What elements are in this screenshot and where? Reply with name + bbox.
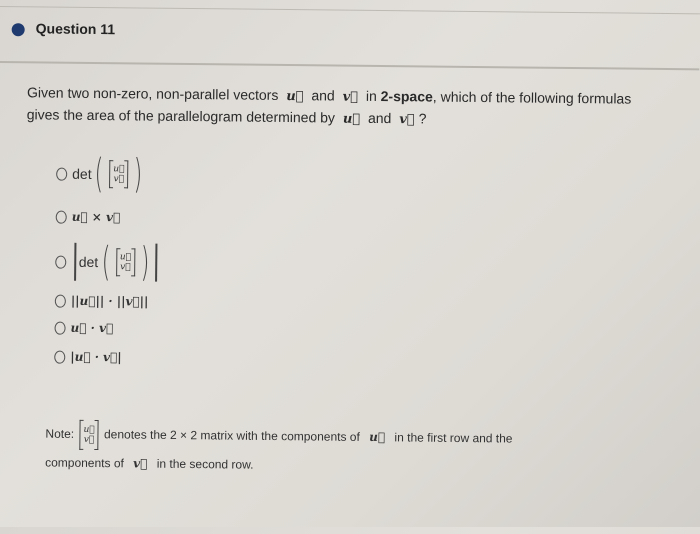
option-cross-text: u⃗ × v⃗: [71, 209, 121, 225]
note-matrix-v: v⃗: [83, 434, 95, 446]
prompt-space: 2-space: [380, 87, 433, 105]
abs-bar-right-icon: [155, 244, 157, 282]
radio-icon[interactable]: [55, 294, 66, 307]
note-text-2: in the first row and the: [394, 430, 513, 446]
question-prompt: [27, 82, 687, 133]
option-det-label: det: [72, 165, 92, 182]
note-matrix: [79, 420, 99, 450]
note-text-4: in the second row.: [156, 456, 254, 472]
option-abs-dot-text: |u⃗ · v⃗|: [70, 349, 122, 365]
option-abs-det-label: det: [78, 253, 99, 271]
status-dot-icon: [12, 23, 25, 36]
abs-bar-left-icon: [74, 243, 76, 281]
note-text-3: components of: [45, 455, 124, 471]
prompt-text-3: gives the area of the parallelogram determined by: [26, 106, 336, 126]
question-title: Question 11: [35, 20, 116, 38]
note-vector-u: u⃗: [369, 430, 386, 445]
matrix-uv-2: [116, 248, 135, 276]
option-cross-product[interactable]: [56, 210, 121, 225]
note-text-1: denotes the 2 × 2 matrix with the components of: [103, 427, 360, 444]
option-abs-dot[interactable]: [54, 350, 122, 365]
paren-open-icon: (: [94, 151, 104, 198]
prompt-and-2: and: [367, 109, 392, 127]
paren-close-icon: ): [133, 151, 143, 198]
radio-icon[interactable]: [55, 321, 66, 334]
option-norm-product[interactable]: [55, 294, 149, 309]
vector-u: u⃗: [286, 89, 304, 105]
prompt-text-1: Given two non-zero, non-parallel vectors: [26, 84, 279, 103]
prompt-in: in: [365, 87, 377, 104]
note-label: Note:: [45, 426, 75, 441]
prompt-text-2: , which of the following formulas: [432, 88, 632, 107]
note-vector-v: v⃗: [133, 456, 148, 471]
option-norm-text: ||u⃗|| · ||v⃗||: [70, 293, 149, 309]
note-matrix-u: u⃗: [83, 424, 95, 436]
top-divider: [0, 6, 700, 14]
question-header: [0, 14, 700, 57]
option-dot-text: u⃗ · v⃗: [70, 320, 114, 336]
vector-v-2: v⃗: [399, 112, 415, 128]
paren-open-icon: (: [101, 239, 111, 286]
vector-u-2: u⃗: [342, 111, 361, 127]
note: [45, 420, 665, 476]
paren-close-icon: ): [140, 239, 150, 286]
option-dot-product[interactable]: [54, 321, 113, 336]
vector-v: v⃗: [342, 89, 359, 105]
prompt-qmark: ?: [418, 110, 427, 127]
note-line-2: [45, 455, 665, 475]
header-divider: [0, 61, 699, 70]
radio-icon[interactable]: [56, 167, 67, 180]
radio-icon[interactable]: [56, 210, 67, 223]
matrix-row-u: u⃗: [119, 252, 132, 263]
matrix-row-v: v⃗: [113, 174, 125, 185]
matrix-uv: [109, 160, 128, 188]
option-det[interactable]: [56, 151, 146, 198]
option-abs-det[interactable]: [55, 239, 160, 286]
radio-icon[interactable]: [55, 255, 66, 268]
prompt-and: and: [311, 87, 335, 104]
matrix-row-v: v⃗: [120, 262, 131, 273]
matrix-row-u: u⃗: [113, 164, 125, 175]
radio-icon[interactable]: [54, 350, 65, 363]
